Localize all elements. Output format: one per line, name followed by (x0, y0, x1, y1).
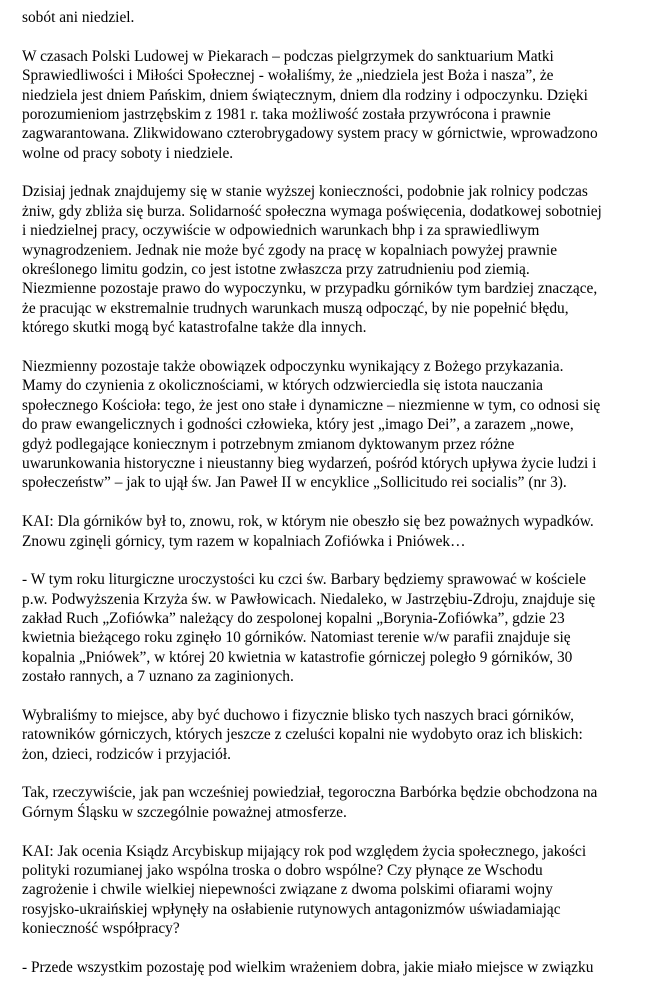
text-line: że pracując w ekstremalnie trudnych warunkach muszą odpocząć, by nie popełnić błędu, (22, 299, 569, 317)
text-line: którego skutki mogą być katastrofalne także dla innych. (22, 319, 367, 337)
text-line: kwietnia bieżącego roku zginęło 10 górników. Natomiast terenie w/w parafii znajduje się (22, 629, 571, 647)
text-line: porozumieniom jastrzębskim z 1981 r. taka możliwość została przywrócona i prawnie (22, 105, 551, 123)
text-line: konieczność współpracy? (22, 920, 180, 938)
paragraph (22, 182, 662, 337)
text-line: żniw, gdy zbliża się burza. Solidarność społeczna wymaga poświęcenia, dodatkowej sobotniej (22, 202, 602, 220)
text-line: Dzisiaj jednak znajdujemy się w stanie wyższej konieczności, podobnie jak rolnicy podczas (22, 183, 588, 201)
text-line: Wybraliśmy to miejsce, aby być duchowo i fizycznie blisko tych naszych braci górników, (22, 706, 574, 724)
text-line: Mamy do czynienia z okolicznościami, w których odzwierciedla się istota nauczania (22, 377, 543, 395)
text-line: niedziela jest dniem Pańskim, dniem świątecznym, dniem dla rodziny i odpoczynku. Dzięki (22, 86, 588, 104)
text-line: Górnym Śląsku w szczególnie poważnej atmosferze. (22, 803, 347, 821)
text-line: polityki rozumianej jako wspólna troska o dobro wspólne? Czy płynące ze Wschodu (22, 862, 543, 879)
text-line: Znowu zginęli górnicy, tym razem w kopalniach Zofiówka i Pniówek… (22, 532, 466, 550)
text-line: KAI: Dla górników był to, znowu, rok, w którym nie obeszło się bez poważnych wypadków. (22, 513, 594, 531)
text-line: zagwarantowana. Zlikwidowano czterobrygadowy system pracy w górnictwie, wprowadzono (22, 125, 598, 143)
text-line: Niezmienny pozostaje także obowiązek odpoczynku wynikający z Bożego przykazania. (22, 357, 564, 375)
text-line: do praw ewangelicznych i godności człowieka, który jest „imago Dei”, a zarazem „nowe, (22, 416, 574, 434)
text-line: określonego limitu godzin, co jest istotne zwłaszcza przy zatrudnieniu pod ziemią. (22, 261, 530, 279)
paragraph (22, 8, 662, 27)
text-line: wolne od pracy soboty i niedziele. (22, 144, 234, 162)
document-page (22, 8, 662, 997)
paragraph (22, 706, 662, 764)
paragraph (22, 570, 662, 686)
text-line: i niedzielnej pracy, oczywiście w odpowiednich warunkach bhp i za sprawiedliwym (22, 222, 540, 240)
text-line: Sprawiedliwości i Miłości Społecznej - wołaliśmy, że „niedziela jest Boża i nasza”, że (22, 67, 554, 85)
paragraph (22, 783, 662, 822)
paragraph (22, 842, 662, 939)
text-line: ratowników górniczych, których jeszcze z czeluści kopalni nie wydobyto oraz ich bliskich: (22, 726, 583, 744)
text-line: zostało rannych, a 7 uznano za zaginionych. (22, 668, 294, 686)
text-line: zakład Ruch „Zofiówka” należący do zespolonej kopalni „Borynia-Zofiówka”, gdzie 23 (22, 610, 565, 628)
text-line: - W tym roku liturgiczne uroczystości ku czci św. Barbary będziemy sprawować w kościele (22, 571, 587, 589)
text-line: rosyjsko-ukraińskiej wpłynęły na osłabienie rutynowych antagonizmów uświadamiając (22, 900, 561, 918)
text-line: - Przede wszystkim pozostaję pod wielkim wrażeniem dobra, jakie miało miejsce w związku (22, 958, 594, 976)
text-line: p.w. Podwyższenia Krzyża św. w Pawłowicach. Niedaleko, w Jastrzębiu-Zdroju, znajduje się (22, 590, 596, 608)
text-line: sobót ani niedziel. (22, 9, 135, 26)
text-line: wynagrodzeniem. Jednak nie może być zgody na pracę w kopalniach powyżej prawnie (22, 241, 558, 259)
paragraph (22, 47, 662, 163)
text-line: społecznego Kościoła: tego, że jest ono stałe i dynamiczne – niezmienne w tym, co odnosi się (22, 396, 601, 414)
paragraph (22, 512, 662, 551)
text-line: Tak, rzeczywiście, jak pan wcześniej powiedział, tegoroczna Barbórka będzie obchodzona na (22, 784, 598, 802)
text-line: zagrożenie i chwile wielkiej niepewności związane z dwoma polskimi ofiarami wojny (22, 881, 553, 899)
text-line: społeczeństw” – jak to ujął św. Jan Paweł II w encyklice „Sollicitudo rei socialis” (nr 3). (22, 474, 567, 492)
text-line: Niezmienne pozostaje prawo do wypoczynku, w przypadku górników tym bardziej znaczące, (22, 280, 598, 298)
text-line: W czasach Polski Ludowej w Piekarach – podczas pielgrzymek do sanktuarium Matki (22, 47, 554, 65)
paragraph (22, 357, 662, 493)
text-line: uwarunkowania historyczne i nieustanny bieg wydarzeń, pośród których upływa życie ludzi i (22, 455, 597, 473)
paragraph (22, 958, 662, 977)
text-line: gdyż podlegające koniecznym i potrzebnym zmianom dyktowanym przez różne (22, 435, 515, 453)
text-line: KAI: Jak ocenia Ksiądz Arcybiskup mijający rok pod względem życia społecznego, jakości (22, 842, 587, 860)
text-line: kopalnia „Pniówek”, w której 20 kwietnia w katastrofie górniczej poległo 9 górników, 30 (22, 648, 573, 666)
text-line: żon, dzieci, rodziców i przyjaciół. (22, 745, 231, 763)
